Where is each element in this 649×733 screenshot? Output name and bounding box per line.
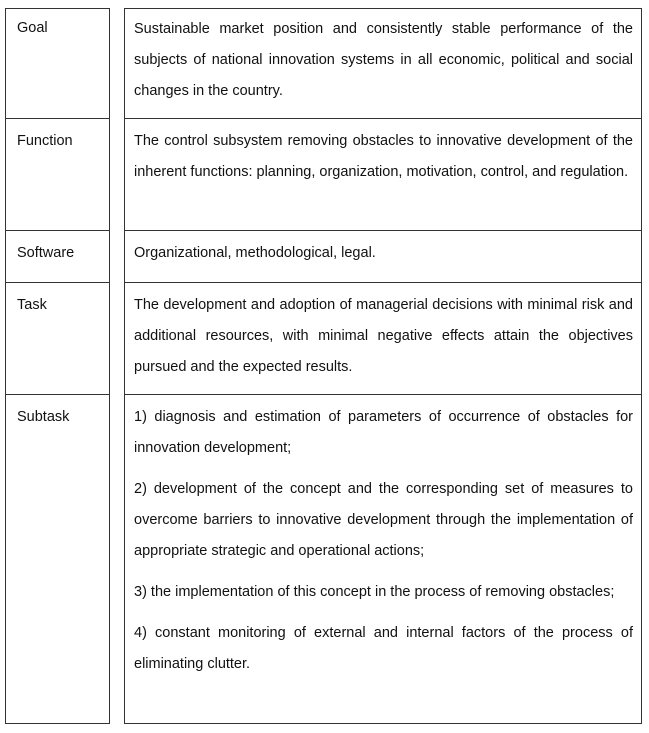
list-item: 1) diagnosis and estimation of parameters of occurrence of obstacles for innovation development; [134, 409, 633, 456]
paragraph: Organizational, methodological, legal. [134, 245, 376, 261]
paragraph: The development and adoption of managerial decisions with minimal risk and additional resources, with minimal negative effects attain the objectives pursued and the expected results. [134, 297, 633, 375]
list-item: 3) the implementation of this concept in the process of removing obstacles; [134, 584, 615, 600]
row-divider [5, 394, 110, 395]
list-item: 2) development of the concept and the corresponding set of measures to overcome barriers to innovative development through the implementation of appropriate strategic and operational actions; [134, 481, 633, 559]
row-divider [5, 282, 110, 283]
row-divider [124, 8, 642, 9]
row-divider [124, 394, 642, 395]
paragraph: Sustainable market position and consistently stable performance of the subjects of national innovation systems in all economic, political and social changes in the country. [134, 21, 633, 99]
row-content [134, 290, 633, 383]
list-item: 4) constant monitoring of external and internal factors of the process of eliminating clutter. [134, 625, 633, 672]
row-content [134, 238, 633, 269]
label-column [5, 8, 110, 724]
row-content [134, 126, 633, 188]
row-divider [124, 118, 642, 119]
row-divider [5, 723, 110, 724]
row-divider [5, 8, 110, 9]
row-divider [5, 230, 110, 231]
row-content [134, 14, 633, 107]
row-divider [124, 230, 642, 231]
row-divider [124, 723, 642, 724]
row-label: Goal [17, 20, 48, 36]
row-divider [5, 118, 110, 119]
row-label: Software [17, 245, 75, 261]
paragraph: The control subsystem removing obstacles to innovative development of the inherent functions: planning, organization, motivation, control, and regulation. [134, 133, 633, 180]
row-content [134, 402, 633, 680]
row-divider [124, 282, 642, 283]
row-label: Task [17, 297, 47, 313]
row-label: Subtask [17, 409, 70, 425]
row-label: Function [17, 133, 73, 149]
